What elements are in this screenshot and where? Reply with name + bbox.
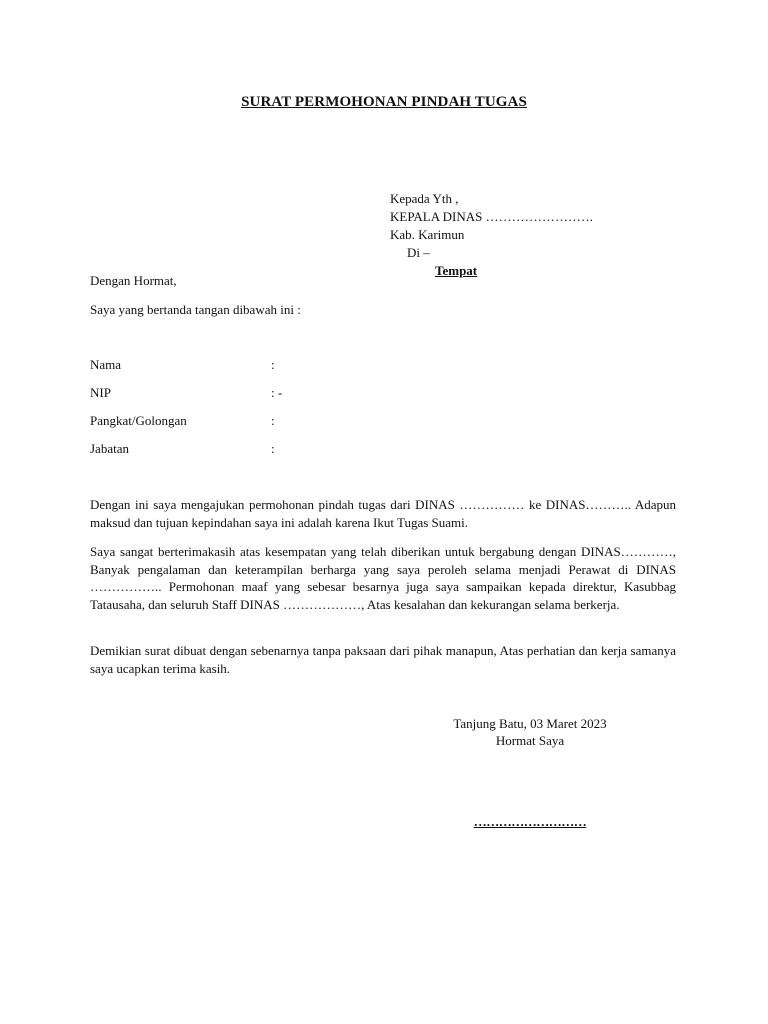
address-line-tempat: Tempat xyxy=(435,263,478,278)
field-row-pangkat xyxy=(90,413,390,441)
body-paragraph-request: Dengan ini saya mengajukan permohonan pindah tugas dari DINAS …………… ke DINAS……….. Adapun maksud dan tujuan kepindahan saya ini adalah karena Ikut Tugas Suami. xyxy=(90,497,676,530)
field-value: : - xyxy=(271,385,283,400)
field-label: NIP xyxy=(90,385,111,400)
signature-block xyxy=(440,715,620,749)
signature-name-line: ……………………… xyxy=(473,814,587,829)
field-row-nip xyxy=(90,385,390,413)
signature-closing: Hormat Saya xyxy=(495,733,565,748)
intro-text: Saya yang bertanda tangan dibawah ini : xyxy=(90,302,301,317)
body-paragraph-gratitude: Saya sangat berterimakasih atas kesempatan yang telah diberikan untuk bergabung dengan DINAS…………, Banyak pengalaman dan keterampilan berharga yang saya peroleh selama menjadi Perawat di DINAS …………….. Permohonan maaf yang sebesar besarnya juga saya sampaikan kepada direktur, Kasubbag Tatausaha, dan seluruh Staff DINAS ………………, Atas kesalahan dan kekurangan selama berkerja. xyxy=(90,544,676,612)
address-line-kabupaten: Kab. Karimun xyxy=(390,227,465,242)
field-row-jabatan xyxy=(90,441,390,469)
field-value: : xyxy=(271,413,275,428)
body-paragraph-closing: Demikian surat dibuat dengan sebenarnya tanpa paksaan dari pihak manapun, Atas perhatian dan kerja samanya saya ucapkan terima kasih. xyxy=(90,643,676,676)
field-label: Jabatan xyxy=(90,441,129,456)
recipient-address xyxy=(390,190,593,280)
greeting: Dengan Hormat, xyxy=(90,273,177,288)
field-value: : xyxy=(271,357,275,372)
address-line-kepada: Kepada Yth , xyxy=(390,191,459,206)
address-line-di: Di – xyxy=(407,245,430,260)
identity-fields xyxy=(90,357,390,469)
letter-title: SURAT PERMOHONAN PINDAH TUGAS xyxy=(241,94,527,110)
field-label: Nama xyxy=(90,357,122,372)
address-line-kepala-dinas: KEPALA DINAS ……………………. xyxy=(390,209,593,224)
signature-place-date: Tanjung Batu, 03 Maret 2023 xyxy=(453,716,607,731)
field-label: Pangkat/Golongan xyxy=(90,413,187,428)
field-row-nama xyxy=(90,357,390,385)
field-value: : xyxy=(271,441,275,456)
